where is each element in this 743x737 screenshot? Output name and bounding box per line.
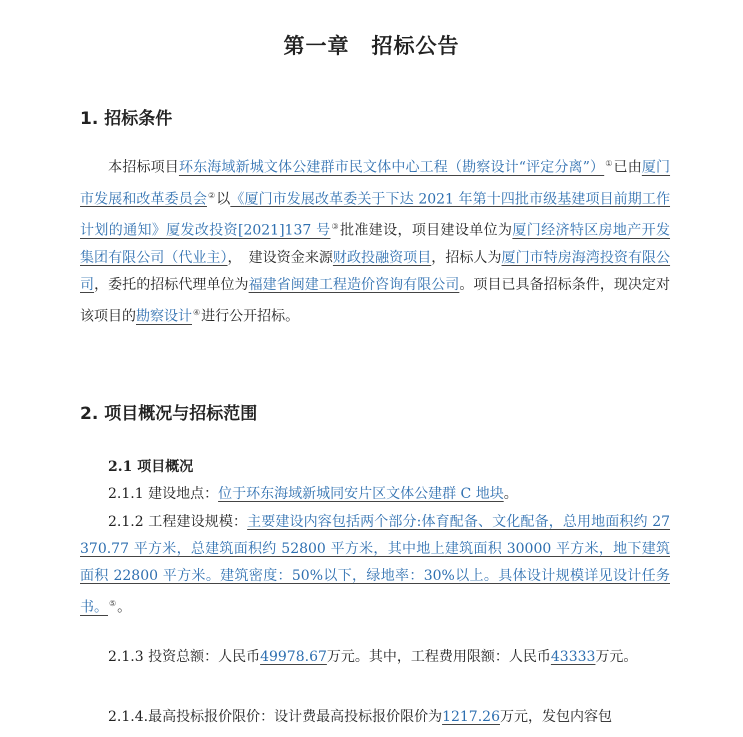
text: 批准建设，项目建设单位为 [340,222,513,239]
item-construction-site [80,481,670,508]
text: ，招标人为 [431,249,502,266]
section-heading-bidding-conditions: 1. 招标条件 [80,109,173,129]
construction-scale-label: 2.1.2 工程建设规模： [108,514,248,530]
text: ， 建设资金来源 [227,249,333,266]
text: 已由 [613,159,642,176]
construction-scale-value: 主要建设内容包括两个部分:体育配备、文化配备，总用地面积约 27370.77 平方米，总建筑面积约 52800 平方米，其中地上建筑面积 30000 平方米，地下建筑面积 22800 平方米。建筑密度：50%以下，绿地率：30%以上。具体设计规模详见设计任务书。 [80,514,671,616]
text: 本招标项目 [108,159,179,176]
construction-unit: 厦门经济特区房地产开发集团有限公司（代业主） [80,222,671,266]
note-1: ① [605,159,613,168]
text: 。项目已具备招标条件，现决定对该项目的 [80,276,671,325]
bidding-conditions-paragraph [80,150,670,331]
bidding-agent: 福建省闽建工程造价咨询有限公司 [248,276,460,293]
text: ，委托的招标代理单位为 [94,276,249,293]
chapter-title: 第一章 招标公告 [283,34,460,58]
construction-site-label: 2.1.1 建设地点： [108,486,219,502]
item-construction-scale [80,509,670,622]
max-bid-price-value: 1217.26 [442,709,500,725]
text: 。 [503,486,518,502]
tenderer: 厦门市特房海湾投资有限公司 [80,249,671,293]
note-5: ⑤ [109,599,117,608]
total-investment-label: 2.1.3 投资总额：人民币 [108,649,261,665]
project-name: 环东海域新城文体公建群市民文体中心工程（勘察设计“评定分离”） [178,159,605,176]
text: 万元。 [595,649,638,665]
approval-document: 《厦门市发展改革委关于下达 2021 年第十四批市级基建项目前期工作计划的通知》厦发改投资[2021]137 号 [80,191,671,239]
text: 。 [117,599,132,616]
section-heading-project-overview: 2. 项目概况与招标范围 [80,404,258,424]
bidding-scope: 勘察设计 [136,308,192,325]
text: 进行公开招标。 [201,308,300,325]
approval-authority: 厦门市发展和改革委员会 [80,159,671,208]
engineering-cost-value: 43333 [550,649,596,665]
text: 万元。其中，工程费用限额：人民币 [326,649,551,665]
subsection-heading-overview: 2.1 项目概况 [108,459,194,475]
text: 以 [216,191,231,208]
item-total-investment [80,644,670,671]
construction-site-value: 位于环东海域新城同安片区文体公建群 C 地块 [218,486,504,502]
item-max-bid-price [80,704,670,731]
note-4: ④ [193,307,201,317]
text: 万元，发包内容包 [499,709,612,725]
note-3: ③ [331,222,339,232]
total-investment-value: 49978.67 [260,649,327,665]
max-bid-price-label: 2.1.4.最高投标报价限价：设计费最高投标报价限价为 [108,709,443,725]
note-2: ② [207,190,216,200]
fund-source: 财政投融资项目 [332,249,432,266]
